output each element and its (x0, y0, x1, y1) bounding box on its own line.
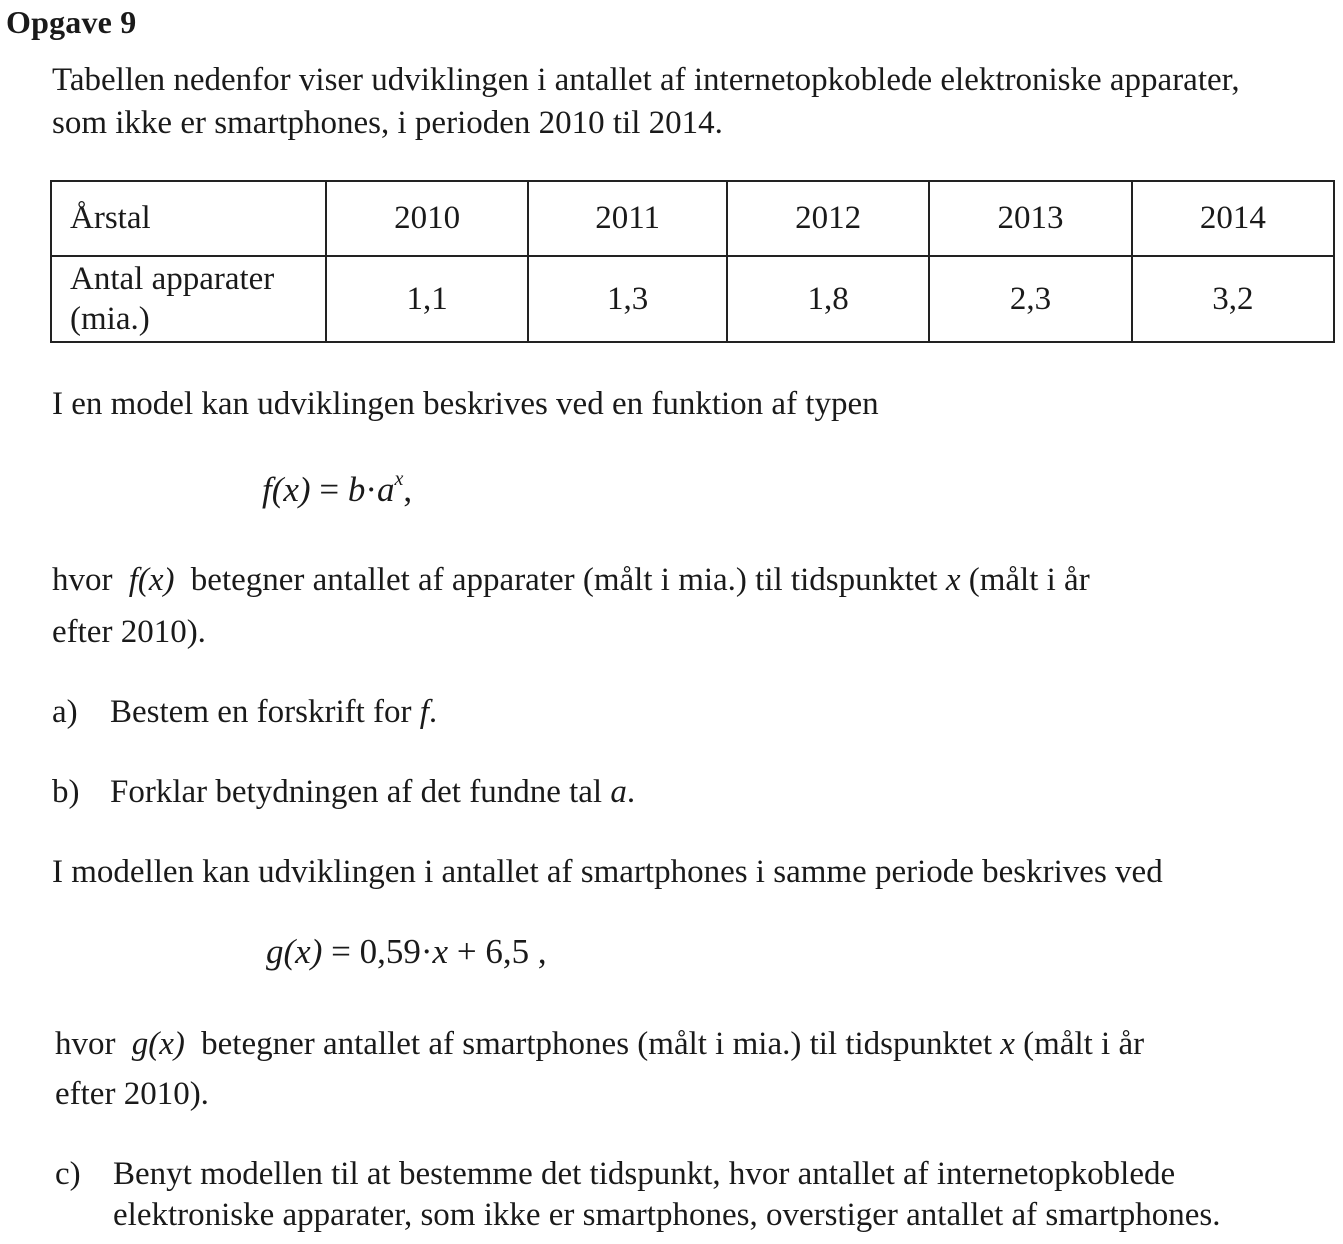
g-desc-mid: betegner antallet af smartphones (målt i mia.) til tidspunktet (201, 1026, 992, 1062)
table-cell-year: 2013 (929, 181, 1131, 256)
table-cell-value: 2,3 (929, 256, 1131, 342)
table-cell-year: 2012 (727, 181, 929, 256)
table-row-years (51, 181, 1334, 256)
question-b (52, 770, 635, 814)
table-cell-year: 2014 (1132, 181, 1334, 256)
formula-f-eq: = (319, 470, 340, 509)
f-desc-mid: betegner antallet af apparater (målt i mia.) til tidspunktet (190, 562, 938, 598)
f-desc-fx: f(x) (128, 562, 175, 598)
g-desc-gx: g(x) (131, 1026, 185, 1062)
f-desc-post: (målt i år (968, 562, 1090, 598)
question-a (52, 690, 437, 734)
label-line-2: (mia.) (70, 301, 150, 337)
data-table (50, 180, 1335, 343)
g-description-line-2: efter 2010). (55, 1076, 209, 1112)
formula-g-tail: , (537, 932, 547, 971)
table-cell-year: 2011 (528, 181, 727, 256)
exercise-heading: Opgave 9 (6, 4, 137, 40)
formula-g-eq: = (331, 932, 351, 971)
question-a-letter: a) (52, 694, 78, 730)
g-desc-pre: hvor (55, 1026, 116, 1062)
question-a-var: f (419, 694, 429, 730)
formula-g-x: x (432, 932, 449, 971)
f-desc-x: x (945, 562, 961, 598)
table-cell-label: Årstal (51, 181, 326, 256)
question-c-letter: c) (55, 1156, 81, 1192)
table-cell-value: 1,1 (326, 256, 528, 342)
question-b-letter: b) (52, 774, 80, 810)
question-c-text-1: Benyt modellen til at bestemme det tidspunkt, hvor antallet af internetopkoblede (113, 1156, 1176, 1192)
formula-f-a: a (376, 470, 395, 509)
label-line-1: Antal apparater (70, 261, 275, 297)
question-a-end: . (428, 694, 438, 730)
formula-f-tail: , (403, 470, 413, 509)
formula-f (262, 470, 412, 510)
question-c-line-1 (55, 1152, 1175, 1196)
question-a-text: Bestem en forskrift for (110, 694, 412, 730)
formula-f-b: b (347, 470, 366, 509)
formula-g-dot: · (420, 932, 433, 971)
question-b-end: . (626, 774, 636, 810)
table-cell-year: 2010 (326, 181, 528, 256)
formula-g-coef: 0,59 (359, 932, 421, 971)
g-description-line-1 (55, 1022, 1144, 1066)
question-c-line-2: elektroniske apparater, som ikke er smartphones, overstiger antallet af smartphones. (113, 1197, 1221, 1233)
formula-g-lhs: g(x) (266, 932, 323, 971)
f-description-line-2: efter 2010). (52, 614, 206, 650)
formula-g (266, 932, 547, 972)
formula-f-dot: · (365, 470, 377, 509)
g-desc-x: x (1000, 1026, 1015, 1062)
smartphone-intro: I modellen kan udviklingen i antallet af smartphones i samme periode beskrives ved (52, 854, 1163, 890)
f-description-line-1 (52, 558, 1090, 602)
table-row-values (51, 256, 1334, 342)
table-cell-value: 1,3 (528, 256, 727, 342)
table-cell-label (51, 256, 326, 342)
table-cell-value: 3,2 (1132, 256, 1334, 342)
intro-line-1: Tabellen nedenfor viser udviklingen i antallet af internetopkoblede elektroniske apparater, (52, 62, 1240, 98)
question-b-var: a (610, 774, 627, 810)
g-desc-post: (målt i år (1023, 1026, 1145, 1062)
intro-line-2: som ikke er smartphones, i perioden 2010 til 2014. (52, 105, 723, 141)
table-cell-value: 1,8 (727, 256, 929, 342)
formula-f-exponent: x (394, 468, 404, 490)
f-desc-pre: hvor (52, 562, 113, 598)
model-intro: I en model kan udviklingen beskrives ved en funktion af typen (52, 386, 879, 422)
formula-f-lhs: f(x) (262, 470, 311, 509)
formula-g-plus: + (456, 932, 477, 971)
question-b-text: Forklar betydningen af det fundne tal (110, 774, 603, 810)
formula-g-const: 6,5 (485, 932, 530, 971)
